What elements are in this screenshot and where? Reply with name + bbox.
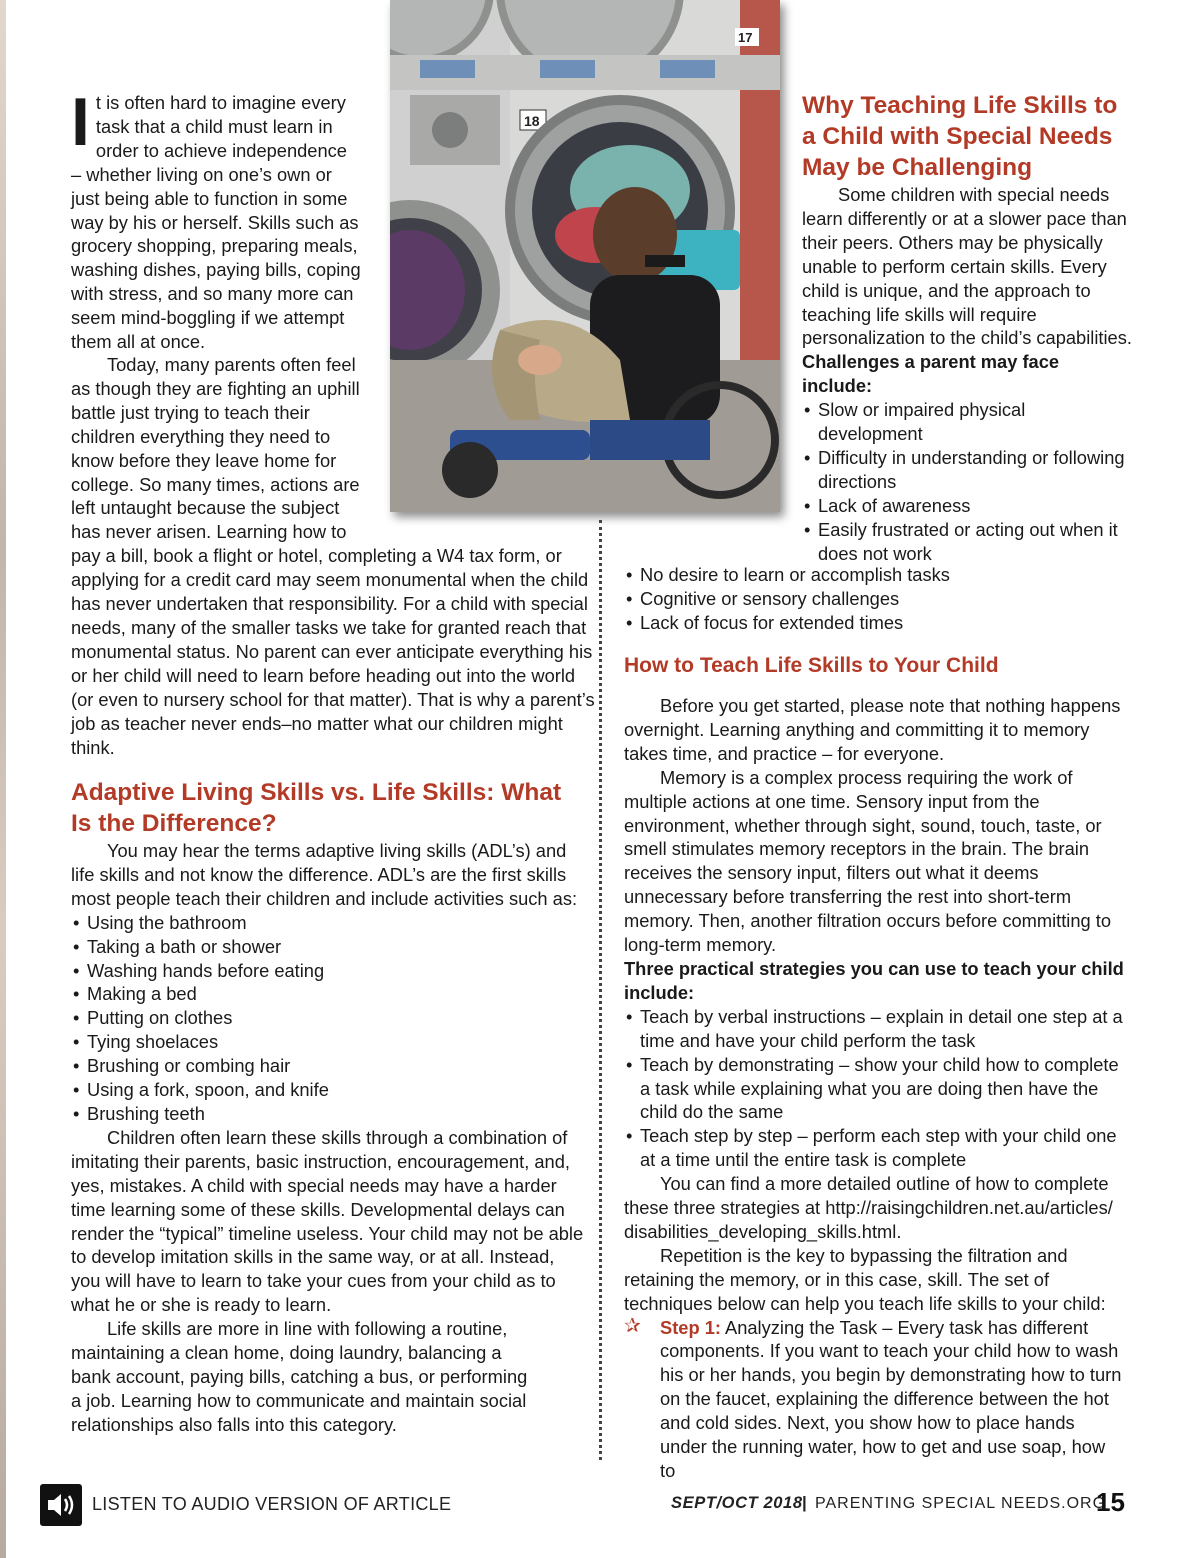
how-paragraph-3: You can find a more detailed outline of how to complete these three strategies at http://raisingchildren.net.au/articles/ disabilities_developing_skills.html.	[624, 1173, 1113, 1242]
challenge-item: • No desire to learn or accomplish tasks	[624, 563, 1134, 587]
step-1-text: Analyzing the Task – Every task has different components. If you want to teach your child how to wash his or her hands, you begin by demonstrating how to turn on the faucet, explaining the difference between the hot and cold sides. Next, you show how to place hands under the running water, how to get and use soap, how to	[660, 1316, 1122, 1481]
challenge-item: • Cognitive or sensory challenges	[624, 587, 1134, 611]
washer-number-18: 18	[524, 113, 540, 129]
strategies-list	[624, 1005, 1124, 1172]
adl-list-item: • Using a fork, spoon, and knife	[71, 1078, 586, 1102]
adl-list-item: • Tying shoelaces	[71, 1030, 586, 1054]
how-paragraph-4: Repetition is the key to bypassing the filtration and retaining the memory, or in this case, skill. The set of techniques below can help you teach life skills to your child:	[624, 1244, 1106, 1314]
audio-version-link[interactable]: LISTEN TO AUDIO VERSION OF ARTICLE	[92, 1494, 452, 1514]
photo-wrap-spacer	[361, 353, 601, 543]
adl-list-item: • Washing hands before eating	[71, 959, 586, 983]
adl-list	[71, 911, 586, 1126]
drop-cap: I	[71, 84, 90, 160]
challenge-item: • Lack of focus for extended times	[624, 611, 1134, 635]
column-divider	[599, 520, 602, 1460]
strategies-lead: Three practical strategies you can use to teach your child include:	[624, 957, 1124, 1003]
strategy-item: • Teach by demonstrating – show your child how to complete a task while explaining what you are doing then have the child do the same	[624, 1053, 1124, 1125]
adl-list-item: • Taking a bath or shower	[71, 935, 586, 959]
step-1-label: Step 1:	[660, 1316, 721, 1338]
step-1	[624, 1316, 1124, 1483]
page-number: 15	[1096, 1487, 1125, 1517]
how-heading: How to Teach Life Skills to Your Child	[624, 654, 999, 677]
adl-heading: Adaptive Living Skills vs. Life Skills: What Is the Difference?	[71, 779, 562, 837]
site-name: PARENTING SPECIAL NEEDS.ORG	[815, 1495, 1107, 1512]
strategy-item: • Teach by verbal instructions – explain in detail one step at a time and have your child perform the task	[624, 1005, 1124, 1053]
page-edge-shadow	[0, 0, 6, 1558]
page-footer	[40, 1478, 1140, 1532]
why-heading: Why Teaching Life Skills to a Child with Special Needs May be Challenging	[802, 92, 1118, 181]
adl-paragraph-2: Children often learn these skills through a combination of imitating their parents, basic instruction, encouragement, and, yes, mistakes. A child with special needs may have a harder time learning some of these skills. Developmental delays can render the “typical” timeline useless. Your child may not be able to develop imitation skills in the same way, or at all. Instead, you will have to learn to take your cues from your child as to what he or she is ready to learn.	[71, 1126, 584, 1316]
why-section	[802, 90, 1132, 566]
challenges-list-b	[624, 563, 1134, 635]
footer-separator: |	[802, 1493, 807, 1512]
challenges-list-a	[802, 398, 1132, 565]
adl-list-item: • Brushing or combing hair	[71, 1054, 586, 1078]
challenge-item: • Lack of awareness	[802, 494, 1132, 518]
challenge-item: • Slow or impaired physical development	[802, 398, 1132, 446]
adl-section	[71, 777, 586, 1437]
how-section	[624, 652, 1124, 1483]
speaker-icon[interactable]	[40, 1484, 82, 1526]
how-paragraph-1: Before you get started, please note that nothing happens overnight. Learning anything and committing it to memory takes time, and practice – for everyone.	[624, 695, 1121, 764]
challenges-lead: Challenges a parent may face include:	[802, 351, 1060, 397]
intro-paragraph-1	[71, 84, 361, 354]
challenge-item: • Easily frustrated or acting out when it does not work	[802, 518, 1132, 566]
why-paragraph-1: Some children with special needs learn differently or at a slower pace than their peers. Others may be physically unable to perform certain skills. Every child is unique, and the approach to teaching life skills will require personalization to the child’s capabilities.	[802, 184, 1132, 349]
intro-column-narrow	[71, 84, 361, 354]
adl-list-item: • Brushing teeth	[71, 1102, 586, 1126]
strategy-item: • Teach step by step – perform each step with your child one at a time until the entire task is complete	[624, 1124, 1124, 1172]
washer-number-17: 17	[738, 30, 753, 45]
intro-paragraph-2: Today, many parents often feel as though they are fighting an uphill battle just trying to teach their children everything they need to know before they leave home for college. So many times, actions are left untaught because the subject has never arisen. Learning how to pay a bill, book a flight or hotel, completing a W4 tax form, or applying for a credit card may seem monumental when the child has never undertaken that responsibility. For a child with special needs, many of the smaller tasks we take for granted reach that monumental status. No parent can ever anticipate everything his or her child will need to learn before heading out into the world (or even to nursery school for that matter). That is why a parent’s job as teacher never ends–no matter what our children might think.	[71, 354, 595, 758]
challenges-continued	[624, 563, 1134, 635]
adl-list-item: • Using the bathroom	[71, 911, 586, 935]
intro-column-continued	[71, 353, 601, 759]
issue-date: SEPT/OCT 2018	[671, 1494, 803, 1512]
adl-paragraph-1: You may hear the terms adaptive living skills (ADL’s) and life skills and not know the difference. ADL’s are the first skills most people teach their children and include activities such as:	[71, 840, 578, 909]
star-icon: ✰	[624, 1314, 641, 1337]
adl-paragraph-3: Life skills are more in line with following a routine, maintaining a clean home, doing laundry, balancing a bank account, paying bills, catching a bus, or performing a job. Learning how to communicate and maintain social relationships also falls into this category.	[71, 1318, 528, 1435]
adl-list-item: • Making a bed	[71, 982, 586, 1006]
intro-paragraph-1-text: t is often hard to imagine every task that a child must learn in order to achieve independence – whether living on one’s own or just being able to function in some way by his or herself. Skills such as grocery shopping, preparing meals, washing dishes, paying bills, coping with stress, and so many more can seem mind-boggling if we attempt them all at once.	[71, 92, 361, 353]
challenge-item: • Difficulty in understanding or following directions	[802, 446, 1132, 494]
how-paragraph-2: Memory is a complex process requiring the work of multiple actions at one time. Sensory input from the environment, whether through sight, sound, touch, taste, or smell stimulates memory receptors in the brain. The brain receives the sensory input, filters out what it deems unnecessary before transferring the rest into short-term memory. Then, another filtration occurs before committing to long-term memory.	[624, 766, 1112, 956]
adl-list-item: • Putting on clothes	[71, 1006, 586, 1030]
